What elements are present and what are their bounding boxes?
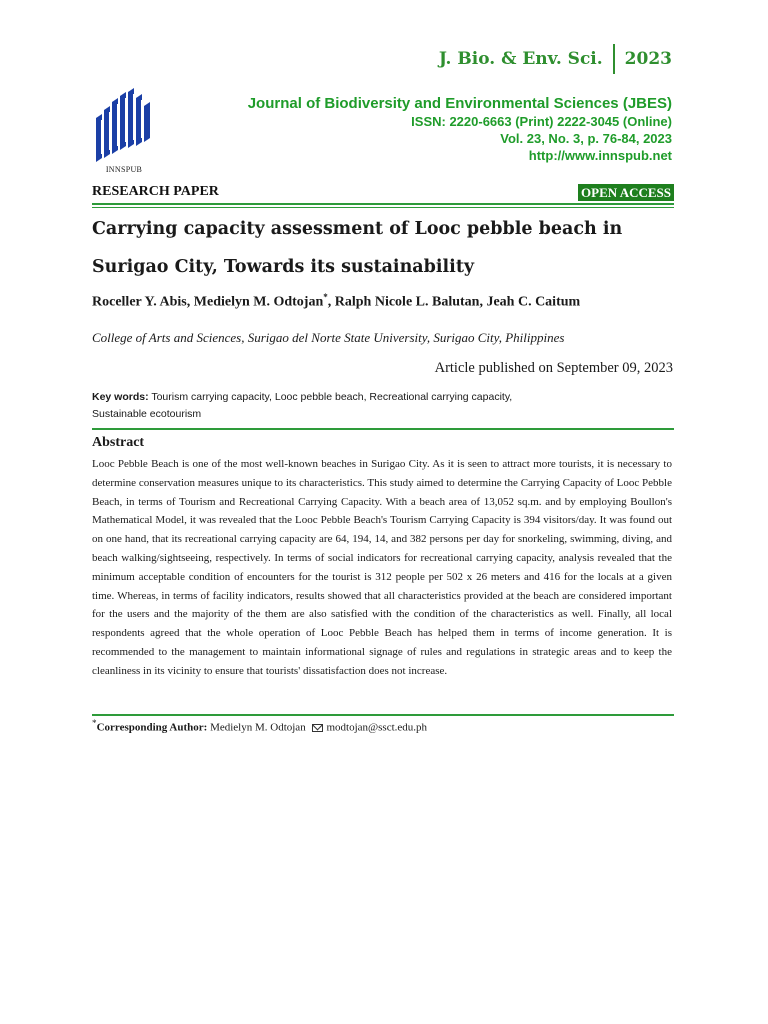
- journal-url[interactable]: http://www.innspub.net: [528, 148, 672, 163]
- keywords-rule: [92, 428, 674, 430]
- abstract-body: Looc Pebble Beach is one of the most well-known beaches in Surigao City. As it is seen to attract more tourists, it is necessary to determine conservation measures unique to its characteristics. This study aimed to determine the Carrying Capacity of Looc Pebble Beach, in terms of Tourism and Recreational Carrying Capacity. With a beach area of 13,052 sq.m. and by employing Boullon's Mathematical Model, it was revealed that the Looc Pebble Beach's Tourism Carrying Capacity is 394 visitors/day. It was found out on one hand, that its recreational carrying capacity are 64, 194, 14, and 382 persons per day for snorkeling, swimming, diving, and beach walking/sightseeing, respectively. In terms of social indicators for recreational carrying capacity, analysis revealed that the minimum acceptable condition of encounters for the tourist is 312 people per 502 x 26 meters and 416 for the locals at a given time. Whereas, in terms of facility indicators, results showed that all characteristics provided at the beach are considered important for the users and the majority of the them are also satisfied with the condition of the characteristics as well. Finally, all local respondents agreed that the whole operation of Looc Pebble Beach has helped them in terms of income generation. It is recommended to the management to maintain informational signage of rules and regulations in strategic areas and to keep the cleanliness in its vicinity to ensure that tourists' dissatisfaction does not increase.: [92, 458, 672, 677]
- mail-icon: [312, 724, 323, 732]
- keywords: [92, 389, 677, 423]
- authors-rest: , Ralph Nicole L. Balutan, Jeah C. Caitum: [327, 294, 581, 310]
- paper-title: Carrying capacity assessment of Looc pebble beach in Surigao City, Towards its sustainability: [92, 219, 623, 277]
- book-stack-icon: [92, 88, 156, 162]
- corresponding-author: [92, 718, 427, 734]
- running-header: [439, 44, 672, 74]
- keywords-text-2: Sustainable ecotourism: [92, 408, 202, 420]
- running-header-journal: J. Bio. & Env. Sci.: [438, 49, 603, 69]
- running-header-divider: [613, 44, 615, 74]
- publication-date: Article published on September 09, 2023: [434, 360, 673, 376]
- corresponding-label: Corresponding Author:: [96, 721, 208, 734]
- publisher-logo: [92, 88, 156, 174]
- corresponding-mark: *: [323, 292, 328, 302]
- authors-first: Roceller Y. Abis, Medielyn M. Odtojan: [92, 294, 324, 310]
- logo-caption: INNSPUB: [105, 165, 143, 174]
- abstract-rule: [92, 714, 674, 716]
- corresponding-email[interactable]: modtojan@ssct.edu.ph: [326, 721, 428, 734]
- keywords-label: Key words:: [92, 391, 149, 403]
- journal-volume: Vol. 23, No. 3, p. 76-84, 2023: [500, 131, 672, 146]
- journal-issn: ISSN: 2220-6663 (Print) 2222-3045 (Online): [411, 114, 672, 129]
- running-header-year: 2023: [624, 49, 672, 69]
- journal-name: Journal of Biodiversity and Environmental Sciences (JBES): [247, 95, 672, 112]
- paper-type-bar: [92, 184, 674, 202]
- corresponding-name: Medielyn M. Odtojan: [210, 721, 306, 734]
- journal-info: [248, 94, 672, 164]
- affiliation: College of Arts and Sciences, Surigao del Norte State University, Surigao City, Philippines: [92, 330, 565, 345]
- header-rule-thin: [92, 207, 674, 208]
- header-rule-thick: [92, 203, 674, 205]
- abstract-heading: Abstract: [92, 435, 145, 450]
- author-list: [92, 292, 677, 311]
- paper-type-label: RESEARCH PAPER: [92, 184, 219, 199]
- open-access-badge: OPEN ACCESS: [578, 184, 674, 201]
- corresponding-footnote-mark: *: [92, 718, 97, 728]
- keywords-text: Tourism carrying capacity, Looc pebble beach, Recreational carrying capacity,: [151, 391, 513, 403]
